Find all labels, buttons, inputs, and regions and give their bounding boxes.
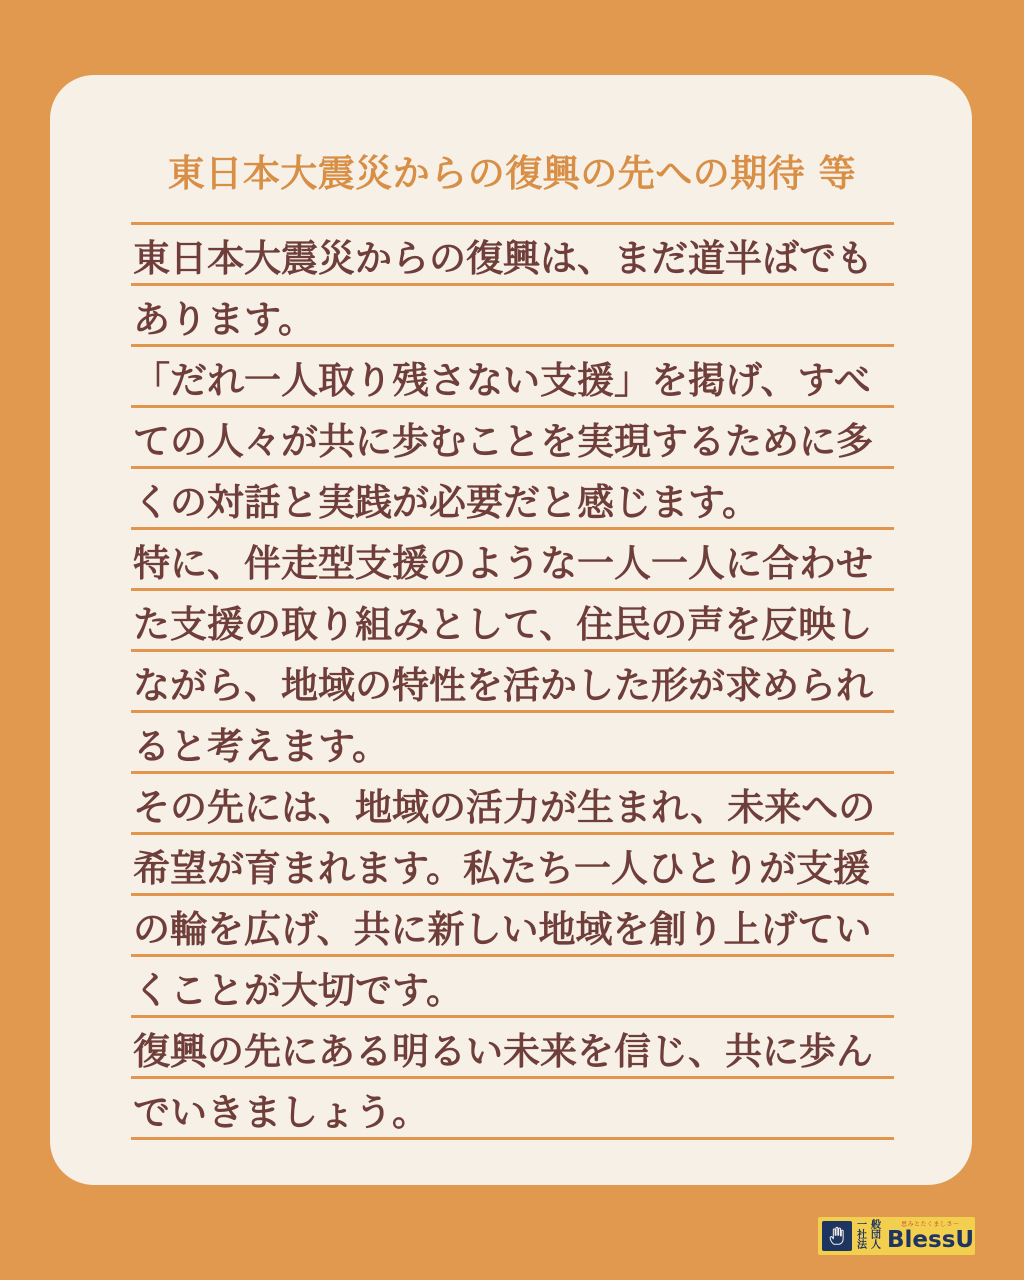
org-type-row: 法人 [857,1240,885,1251]
text-line: でいきましょう。 [131,1079,894,1140]
logo-wordmark [887,1221,974,1252]
text-line: ての人々が共に歩むことを実現するために多 [131,408,894,469]
blessu-logo [818,1217,975,1255]
text-line: 復興の先にある明るい未来を信じ、共に歩ん [131,1018,894,1079]
org-type-row: 社団 [857,1230,885,1241]
text-line: その先には、地域の活力が生まれ、未来への [131,774,894,835]
logo-tagline: 恵みとたくましさ〜 [901,1220,960,1228]
text-line: 希望が育まれます。私たち一人ひとりが支援 [131,835,894,896]
page-title: 東日本大震災からの復興の先への期待 等 [167,152,857,195]
text-line: くことが大切です。 [131,957,894,1018]
text-line: 「だれ一人取り残さない支援」を掲げ、すべ [131,347,894,408]
text-line: 東日本大震災からの復興は、まだ道半ばでも [131,225,894,286]
hand-icon [822,1221,852,1251]
brand-name: BlessU [887,1226,975,1253]
content-panel [50,75,972,1185]
text-line: くの対話と実践が必要だと感じます。 [131,469,894,530]
org-type-label [857,1221,885,1251]
text-line: た支援の取り組みとして、住民の声を反映し [131,591,894,652]
text-line: 特に、伴走型支援のような一人一人に合わせ [131,530,894,591]
text-line: の輪を広げ、共に新しい地域を創り上げてい [131,896,894,957]
text-line: ながら、地域の特性を活かした形が求められ [131,652,894,713]
text-line: ると考えます。 [131,713,894,774]
text-line: あります。 [131,286,894,347]
org-type-row: 一般 [857,1220,885,1231]
body-text-block [131,222,894,1140]
